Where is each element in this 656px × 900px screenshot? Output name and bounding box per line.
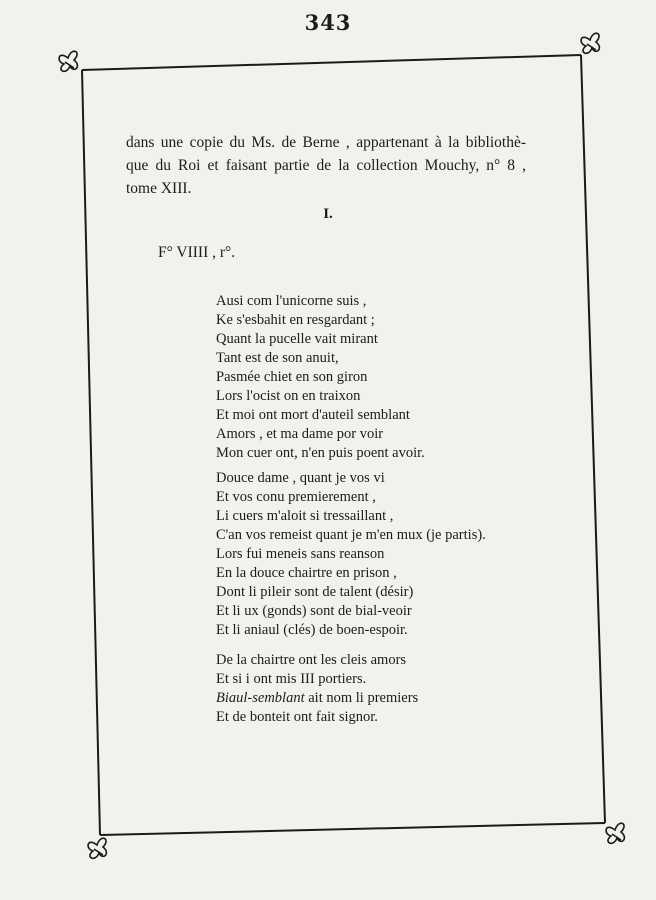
verse-line: Ausi com l'unicorne suis , (216, 293, 367, 309)
verse-line: Ke s'esbahit en resgardant ; (216, 312, 375, 328)
verse-line: C'an vos remeist quant je m'en mux (je partis). (216, 527, 486, 543)
leaf-fleuron-icon (581, 33, 599, 53)
frame-top-line (82, 55, 581, 70)
frame-bottom-line (100, 823, 605, 835)
italic-name: Biaul-semblant (216, 690, 305, 706)
leaf-fleuron-icon (88, 838, 106, 858)
verse-line: Et si i ont mis III portiers. (216, 671, 367, 687)
verse-line: Dont li pileir sont de talent (désir) (216, 584, 414, 600)
verse-line-with-italic: Biaul-semblant ait nom li premiers (216, 690, 419, 706)
frame-right-line (581, 55, 605, 823)
frame-left-line (82, 70, 100, 835)
folio-reference: F° VIIII , r°. (158, 244, 236, 261)
verse-line: Tant est de son anuit, (216, 350, 339, 366)
verse-line: Et moi ont mort d'auteil semblant (216, 407, 410, 423)
verse-line: Mon cuer ont, n'en puis poent avoir. (216, 445, 425, 461)
verse-line: Et de bonteit ont fait signor. (216, 709, 378, 725)
verse-line: Amors , et ma dame por voir (216, 426, 384, 442)
leaf-fleuron-icon (59, 51, 77, 71)
intro-paragraph (126, 131, 526, 200)
leaf-fleuron-icon (606, 823, 624, 843)
verse-line: Li cuers m'aloit si tressaillant , (216, 508, 394, 524)
stanza-2 (216, 469, 486, 640)
prose-line: dans une copie du Ms. de Berne , appartenant à la bibliothè- (126, 134, 526, 151)
verse-line: Et vos conu premierement , (216, 489, 376, 505)
stanza-1 (216, 292, 425, 463)
verse-line: Douce dame , quant je vos vi (216, 470, 385, 486)
verse-line: De la chairtre ont les cleis amors (216, 652, 407, 668)
verse-line: Lors l'ocist on en traixon (216, 388, 361, 404)
verse-line: Quant la pucelle vait mirant (216, 331, 378, 347)
verse-line: Lors fui meneis sans reanson (216, 546, 385, 562)
prose-line: que du Roi et faisant partie de la collection Mouchy, n° 8 , (126, 157, 526, 174)
page-number: 343 (304, 10, 352, 35)
verse-line: Pasmée chiet en son giron (216, 369, 368, 385)
verse-line: Et li aniaul (clés) de boen-espoir. (216, 622, 408, 638)
verse-line: En la douce chairtre en prison , (216, 565, 397, 581)
prose-line: tome XIII. (126, 180, 192, 197)
section-number: I. (323, 206, 333, 222)
verse-line: Et li ux (gonds) sont de bial-veoir (216, 603, 412, 619)
stanza-3 (216, 651, 418, 727)
